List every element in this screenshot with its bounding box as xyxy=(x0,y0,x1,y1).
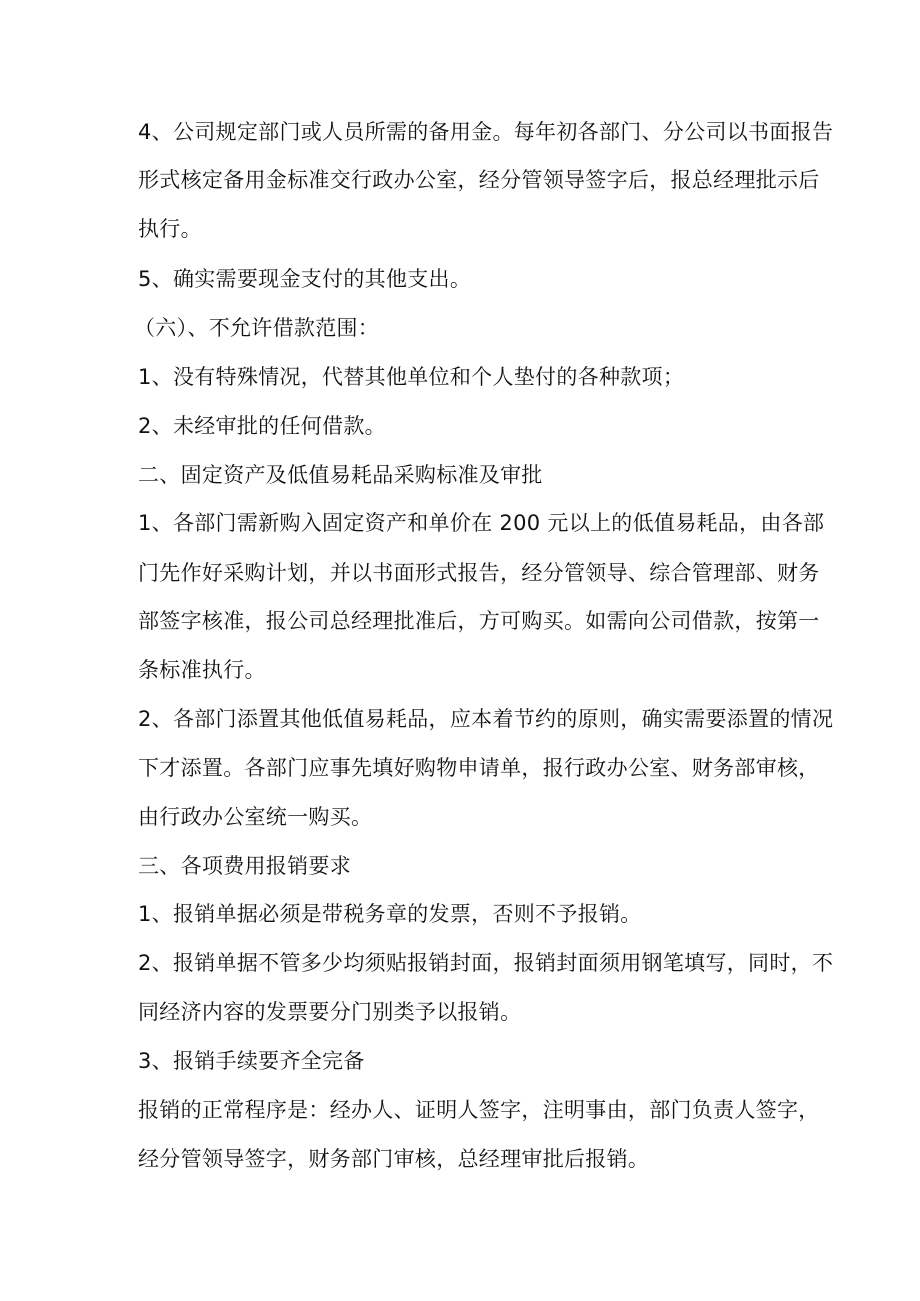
text-line: 同经济内容的发票要分门别类予以报销。 xyxy=(138,1000,522,1024)
text-line: 1、没有特殊情况，代替其他单位和个人垫付的各种款项； xyxy=(138,365,685,389)
section-heading: （六）、不允许借款范围： xyxy=(134,316,380,340)
text-line: 2、未经审批的任何借款。 xyxy=(138,414,386,438)
section-heading: 二、固定资产及低值易耗品采购标准及审批 xyxy=(138,463,543,487)
text-line: 形式核定备用金标准交行政办公室，经分管领导签字后，报总经理批示后 xyxy=(138,168,820,192)
text-line: 1、各部门需新购入固定资产和单价在 200 元以上的低值易耗品，由各部 xyxy=(138,511,825,535)
text-line: 2、报销单据不管多少均须贴报销封面，报销封面须用钢笔填写，同时，不 xyxy=(138,951,834,975)
text-line: 由行政办公室统一购买。 xyxy=(138,805,373,829)
text-line: 经分管领导签字，财务部门审核，总经理审批后报销。 xyxy=(138,1147,650,1171)
text-line: 4、公司规定部门或人员所需的备用金。每年初各部门、分公司以书面报告 xyxy=(138,120,834,144)
text-line: 3、报销手续要齐全完备 xyxy=(138,1049,365,1073)
text-line: 条标准执行。 xyxy=(138,658,266,682)
text-line: 执行。 xyxy=(138,217,202,241)
text-line: 2、各部门添置其他低值易耗品，应本着节约的原则，确实需要添置的情况 xyxy=(138,707,834,731)
text-line: 门先作好采购计划，并以书面形式报告，经分管领导、综合管理部、财务 xyxy=(138,561,820,585)
text-line: 报销的正常程序是：经办人、证明人签字，注明事由，部门负责人签字， xyxy=(138,1098,820,1122)
text-line: 下才添置。各部门应事先填好购物申请单，报行政办公室、财务部审核， xyxy=(138,756,820,780)
text-line: 部签字核准，报公司总经理批准后，方可购买。如需向公司借款，按第一 xyxy=(138,609,820,633)
section-heading: 三、各项费用报销要求 xyxy=(138,854,351,878)
text-line: 1、报销单据必须是带税务章的发票，否则不予报销。 xyxy=(138,902,642,926)
text-line: 5、确实需要现金支付的其他支出。 xyxy=(138,267,472,291)
